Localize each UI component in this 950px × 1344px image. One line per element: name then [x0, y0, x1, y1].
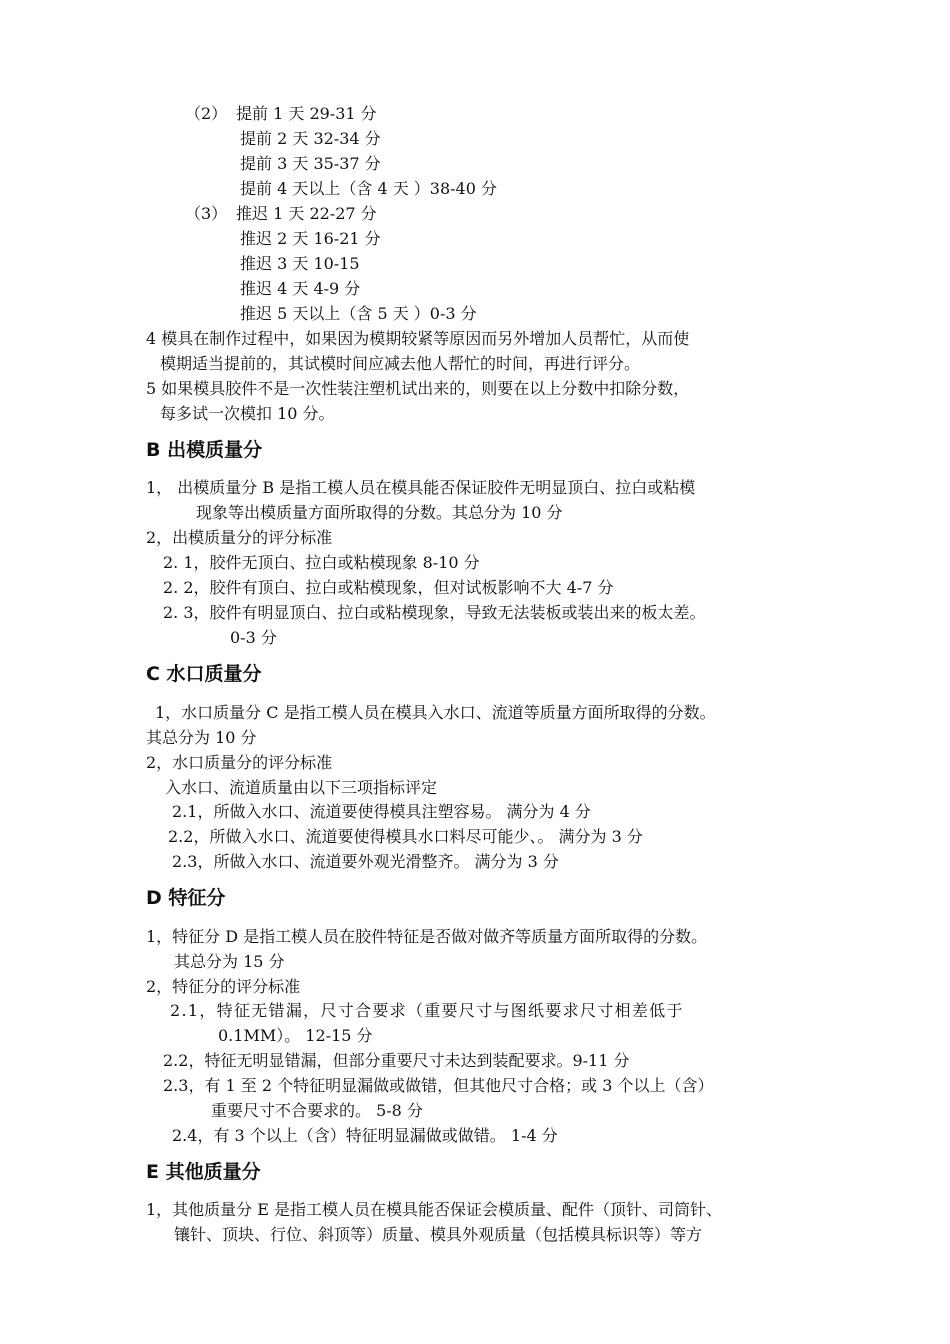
- section-d-criterion-3-line-1: 2.3，有 1 至 2 个特征明显漏做或做错，但其他尺寸合格；或 3 个以上（含）: [163, 1076, 714, 1095]
- section-c-criterion-2: 2.2，所做入水口、流道要使得模具水口料尽可能少、。 满分为 3 分: [168, 827, 643, 846]
- early-line-3: 提前 3 天 35-37 分: [240, 154, 381, 173]
- section-d-p1-line-1: 1，特征分 D 是指工模人员在胶件特征是否做对做齐等质量方面所取得的分数。: [146, 927, 708, 946]
- section-e-heading: E 其他质量分: [146, 1161, 261, 1183]
- early-line-2: 提前 2 天 32-34 分: [240, 129, 381, 148]
- section-b-p2: 2，出模质量分的评分标准: [146, 528, 333, 547]
- section-b-p1-line-2: 现象等出模质量方面所取得的分数。其总分为 10 分: [196, 503, 563, 522]
- section-d-p2: 2，特征分的评分标准: [146, 977, 301, 996]
- section-b-criterion-2: 2. 2，胶件有顶白、拉白或粘模现象，但对试板影响不大 4-7 分: [163, 578, 614, 597]
- section-b-heading: B 出模质量分: [146, 439, 263, 461]
- late-line-1: 推迟 1 天 22-27 分: [236, 204, 377, 223]
- section-b-p1-line-1: 1， 出模质量分 B 是指工模人员在模具能否保证胶件无明显顶白、拉白或粘模: [146, 478, 696, 497]
- section-e-p1-line-1: 1，其他质量分 E 是指工模人员在模具能否保证会模质量、配件（顶针、司筒针、: [146, 1200, 723, 1219]
- item4-line-1: 4 模具在制作过程中，如果因为模期较紧等原因而另外增加人员帮忙，从而使: [146, 329, 690, 348]
- section-d-p1-line-2: 其总分为 15 分: [174, 952, 285, 971]
- section-d-criterion-4: 2.4，有 3 个以上（含）特征明显漏做或做错。 1-4 分: [172, 1126, 558, 1145]
- item5-line-1: 5 如果模具胶件不是一次性装注塑机试出来的，则要在以上分数中扣除分数，: [146, 379, 690, 398]
- section-c-criterion-1: 2.1，所做入水口、流道要使得模具注塑容易。 满分为 4 分: [172, 802, 591, 821]
- section-d-heading: D 特征分: [146, 887, 226, 909]
- section-d-criterion-1-line-2: 0.1MM）。 12-15 分: [218, 1026, 373, 1045]
- early-line-1: 提前 1 天 29-31 分: [236, 104, 377, 123]
- item4-line-2: 模期适当提前的，其试模时间应减去他人帮忙的时间，再进行评分。: [160, 354, 641, 373]
- section-b-criterion-1: 2. 1，胶件无顶白、拉白或粘模现象 8-10 分: [163, 553, 480, 572]
- late-sub-label: （3）: [185, 204, 228, 223]
- section-c-intro: 入水口、流道质量由以下三项指标评定: [165, 778, 438, 797]
- section-c-criterion-3: 2.3，所做入水口、流道要外观光滑整齐。 满分为 3 分: [172, 852, 559, 871]
- item5-line-2: 每多试一次模扣 10 分。: [160, 404, 335, 423]
- late-line-4: 推迟 4 天 4-9 分: [240, 279, 361, 298]
- section-e-p1-line-2: 镶针、顶块、行位、斜顶等）质量、模具外观质量（包括模具标识等）等方: [174, 1225, 703, 1244]
- section-c-p1-line-1: 1，水口质量分 C 是指工模人员在模具入水口、流道等质量方面所取得的分数。: [155, 703, 716, 722]
- section-c-heading: C 水口质量分: [146, 663, 262, 685]
- section-b-criterion-3-line-2: 0-3 分: [230, 628, 277, 647]
- section-b-criterion-3-line-1: 2. 3，胶件有明显顶白、拉白或粘模现象，导致无法装板或装出来的板太差。: [163, 603, 706, 622]
- section-c-p2: 2，水口质量分的评分标准: [146, 753, 333, 772]
- early-sub-label: （2）: [185, 104, 228, 123]
- late-line-5: 推迟 5 天以上（含 5 天 ）0-3 分: [240, 304, 477, 323]
- section-d-criterion-3-line-2: 重要尺寸不合要求的。 5-8 分: [211, 1101, 423, 1120]
- section-d-criterion-2: 2.2，特征无明显错漏，但部分重要尺寸未达到装配要求。9-11 分: [163, 1051, 630, 1070]
- late-line-2: 推迟 2 天 16-21 分: [240, 229, 381, 248]
- section-c-p1-line-2: 其总分为 10 分: [146, 728, 257, 747]
- section-d-criterion-1-line-1: 2.1，特征无错漏，尺寸合要求（重要尺寸与图纸要求尺寸相差低于: [170, 1001, 684, 1020]
- late-line-3: 推迟 3 天 10-15: [240, 254, 360, 273]
- early-line-4: 提前 4 天以上（含 4 天 ）38-40 分: [240, 179, 498, 198]
